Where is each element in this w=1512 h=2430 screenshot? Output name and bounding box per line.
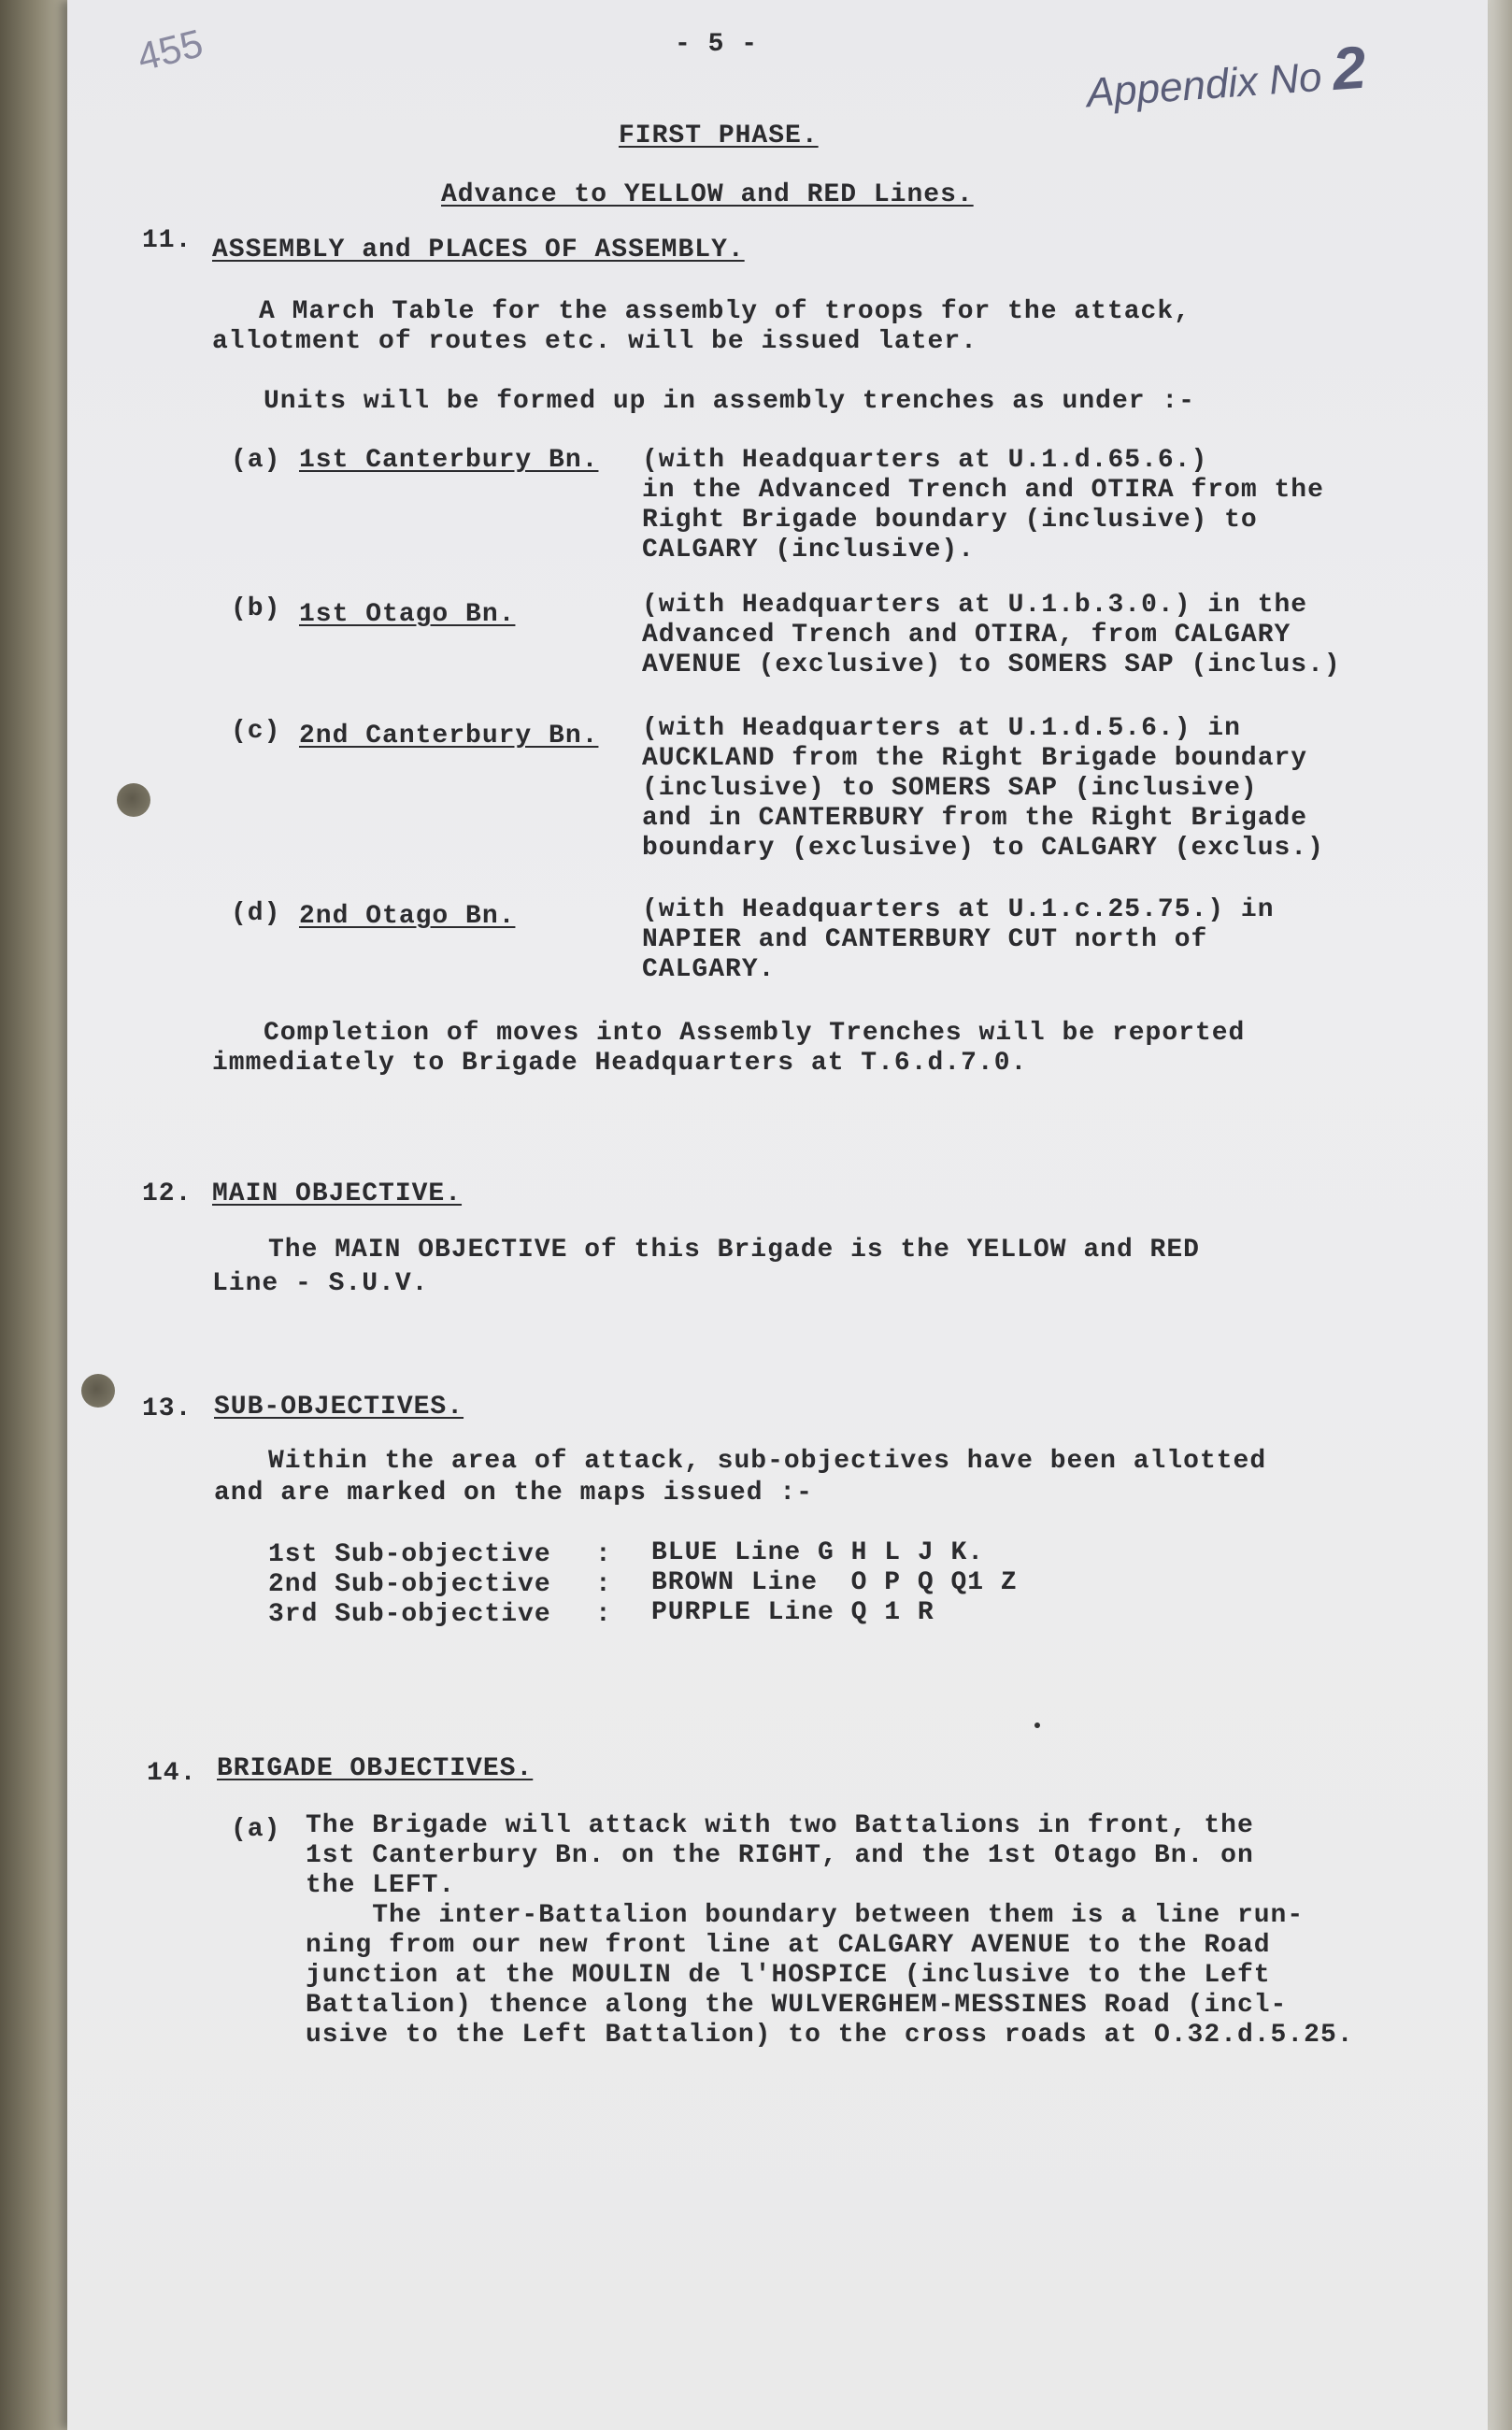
paragraph-line: ning from our new front line at CALGARY AVENUE to the Road bbox=[306, 1931, 1271, 1960]
unit-detail: (with Headquarters at U.1.c.25.75.) in bbox=[642, 895, 1275, 924]
paragraph-line: the LEFT. bbox=[306, 1871, 456, 1900]
unit-detail: AUCKLAND from the Right Brigade boundary bbox=[642, 744, 1308, 773]
sub-objective-colon: : bbox=[595, 1600, 612, 1629]
sub-objective-value: BLUE Line G H L J K. bbox=[651, 1538, 985, 1567]
paragraph-line: and are marked on the maps issued :- bbox=[214, 1479, 813, 1508]
sub-objective-label: 3rd Sub-objective bbox=[268, 1600, 551, 1629]
punch-hole bbox=[117, 783, 150, 817]
sub-objective-value: BROWN Line O P Q Q1 Z bbox=[651, 1568, 1018, 1597]
unit-detail: NAPIER and CANTERBURY CUT north of bbox=[642, 925, 1208, 954]
paragraph-line: Completion of moves into Assembly Trenches will be reported bbox=[264, 1019, 1246, 1048]
appendix-label: Appendix No bbox=[1085, 53, 1323, 117]
unit-detail: in the Advanced Trench and OTIRA from the bbox=[642, 476, 1324, 505]
unit-detail: and in CANTERBURY from the Right Brigade bbox=[642, 804, 1308, 833]
section-heading: MAIN OBJECTIVE. bbox=[212, 1179, 463, 1208]
sub-objective-value: PURPLE Line Q 1 R bbox=[651, 1598, 934, 1627]
unit-detail: AVENUE (exclusive) to SOMERS SAP (inclus.) bbox=[642, 650, 1341, 679]
unit-detail: CALGARY. bbox=[642, 955, 776, 984]
punch-hole bbox=[81, 1374, 115, 1408]
sub-objective-colon: : bbox=[595, 1540, 612, 1569]
unit-detail: Right Brigade boundary (inclusive) to bbox=[642, 506, 1258, 535]
unit-name: 2nd Canterbury Bn. bbox=[299, 722, 599, 750]
document-page bbox=[67, 0, 1488, 2430]
section-heading: ASSEMBLY and PLACES OF ASSEMBLY. bbox=[212, 236, 745, 264]
paragraph-line: Within the area of attack, sub-objectives have been allotted bbox=[268, 1447, 1267, 1476]
paragraph-line: immediately to Brigade Headquarters at T.6.d.7.0. bbox=[212, 1049, 1028, 1078]
page-number: - 5 - bbox=[675, 30, 759, 59]
unit-name: 1st Canterbury Bn. bbox=[299, 446, 599, 475]
paragraph-line: Units will be formed up in assembly trenches as under :- bbox=[264, 387, 1195, 416]
paragraph-line: The inter-Battalion boundary between them is a line run- bbox=[306, 1901, 1305, 1930]
unit-label: (d) bbox=[231, 899, 281, 928]
paragraph-line: Line - S.U.V. bbox=[212, 1269, 429, 1298]
phase-title: FIRST PHASE. bbox=[619, 122, 819, 150]
paragraph-line: Battalion) thence along the WULVERGHEM-MESSINES Road (incl- bbox=[306, 1991, 1288, 2020]
paragraph-label: (a) bbox=[231, 1815, 281, 1844]
unit-detail: Advanced Trench and OTIRA, from CALGARY bbox=[642, 621, 1291, 650]
appendix-annotation bbox=[1084, 33, 1368, 122]
sub-objective-label: 2nd Sub-objective bbox=[268, 1570, 551, 1599]
appendix-number: 2 bbox=[1330, 33, 1368, 103]
unit-detail: (with Headquarters at U.1.d.65.6.) bbox=[642, 446, 1208, 475]
paragraph-line: junction at the MOULIN de l'HOSPICE (inclusive to the Left bbox=[306, 1961, 1271, 1990]
section-number: 12. bbox=[142, 1179, 193, 1208]
unit-detail: (with Headquarters at U.1.b.3.0.) in the bbox=[642, 591, 1308, 620]
unit-detail: (inclusive) to SOMERS SAP (inclusive) bbox=[642, 774, 1258, 803]
sub-objective-colon: : bbox=[595, 1570, 612, 1599]
unit-detail: CALGARY (inclusive). bbox=[642, 536, 976, 565]
unit-label: (b) bbox=[231, 594, 281, 623]
paragraph-line: usive to the Left Battalion) to the cross roads at O.32.d.5.25. bbox=[306, 2021, 1354, 2050]
ink-spot bbox=[1034, 1722, 1040, 1728]
paragraph-line: The Brigade will attack with two Battalions in front, the bbox=[306, 1811, 1254, 1840]
section-number: 14. bbox=[147, 1759, 197, 1788]
unit-name: 2nd Otago Bn. bbox=[299, 902, 516, 931]
folio-number: 455 bbox=[133, 21, 207, 79]
section-number: 11. bbox=[142, 226, 193, 255]
phase-subtitle: Advance to YELLOW and RED Lines. bbox=[441, 180, 974, 209]
paragraph-line: A March Table for the assembly of troops for the attack, bbox=[259, 297, 1191, 326]
paragraph-line: allotment of routes etc. will be issued later. bbox=[212, 327, 977, 356]
section-heading: SUB-OBJECTIVES. bbox=[214, 1393, 464, 1422]
unit-detail: (with Headquarters at U.1.d.5.6.) in bbox=[642, 714, 1241, 743]
underlying-page-edge bbox=[1484, 0, 1512, 2430]
unit-label: (c) bbox=[231, 717, 281, 746]
sub-objective-label: 1st Sub-objective bbox=[268, 1540, 551, 1569]
unit-label: (a) bbox=[231, 446, 281, 475]
paragraph-line: The MAIN OBJECTIVE of this Brigade is the YELLOW and RED bbox=[268, 1236, 1200, 1265]
unit-detail: boundary (exclusive) to CALGARY (exclus.) bbox=[642, 834, 1324, 863]
paragraph-line: 1st Canterbury Bn. on the RIGHT, and the 1st Otago Bn. on bbox=[306, 1841, 1254, 1870]
unit-name: 1st Otago Bn. bbox=[299, 600, 516, 629]
section-number: 13. bbox=[142, 1394, 193, 1423]
section-heading: BRIGADE OBJECTIVES. bbox=[217, 1754, 534, 1783]
